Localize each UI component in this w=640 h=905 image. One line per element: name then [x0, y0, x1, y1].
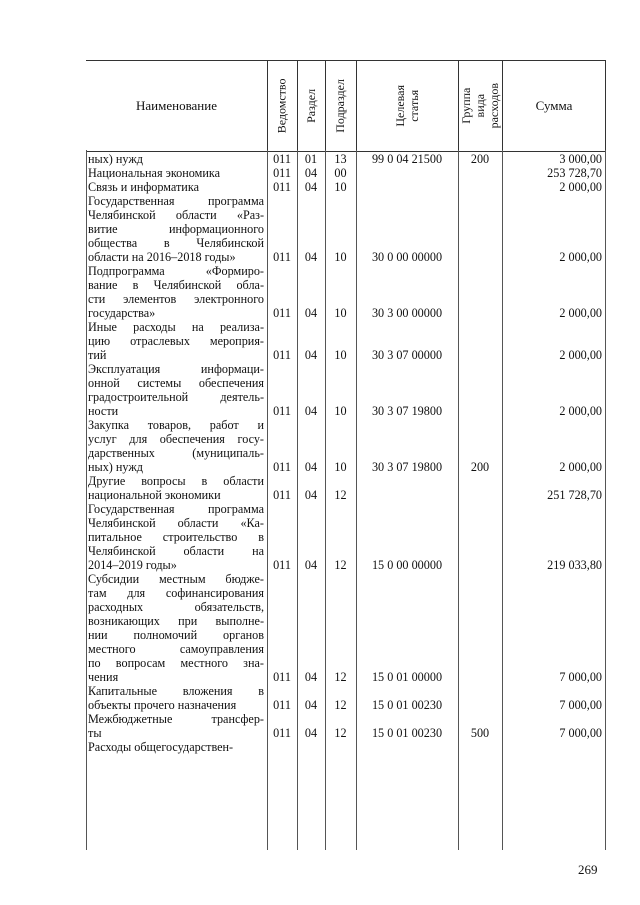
table-row: [86, 152, 606, 166]
row-name: [88, 180, 264, 194]
row-name: [88, 502, 264, 572]
row-name: [88, 572, 264, 684]
divider-cel: [356, 150, 357, 850]
row-name-line: Эксплуатация информаци-: [88, 362, 264, 376]
cell-podr: 10: [334, 250, 347, 264]
header-name: [86, 61, 267, 151]
cell-razd: 04: [304, 250, 318, 264]
header-section: [297, 61, 325, 151]
cell-cel: 30 0 00 00000: [371, 250, 443, 264]
header-subsection: [325, 61, 356, 151]
header-sum: [502, 61, 606, 151]
cell-cel: 30 3 07 19800: [371, 460, 443, 474]
cell-ved: 011: [273, 488, 291, 502]
row-name-line: по вопросам местного зна-: [88, 656, 264, 670]
row-name-line: Челябинской области «Раз-: [88, 208, 264, 222]
cell-ved: 011: [273, 670, 291, 684]
row-name-line: Государственная программа: [88, 194, 264, 208]
row-name-line: Связь и информатика: [88, 180, 199, 194]
table-row: [86, 418, 606, 474]
row-name-line: вание в Челябинской обла-: [88, 278, 264, 292]
cell-sum: 7 000,00: [559, 698, 602, 712]
cell-cel: 30 3 07 19800: [371, 404, 443, 418]
cell-sum: 2 000,00: [559, 348, 602, 362]
cell-razd: 04: [304, 180, 318, 194]
cell-grp: 200: [470, 460, 490, 474]
row-name-line: Закупка товаров, работ и: [88, 418, 264, 432]
divider-ved: [267, 150, 268, 850]
table-row: [86, 362, 606, 418]
row-name-line: онной системы обеспечения: [88, 376, 264, 390]
cell-razd: 04: [304, 306, 318, 320]
cell-podr: 10: [334, 348, 347, 362]
cell-ved: 011: [273, 460, 291, 474]
cell-razd: 04: [304, 698, 318, 712]
border-left: [86, 150, 87, 850]
cell-sum: 2 000,00: [559, 404, 602, 418]
cell-ved: 011: [273, 152, 291, 166]
cell-sum: 2 000,00: [559, 250, 602, 264]
cell-grp: 500: [470, 726, 490, 740]
cell-cel: 15 0 01 00230: [371, 698, 443, 712]
table-row: [86, 166, 606, 180]
cell-razd: 04: [304, 460, 318, 474]
budget-table: [86, 60, 606, 754]
cell-sum: 3 000,00: [559, 152, 602, 166]
row-name-line: 2014–2019 годы»: [88, 558, 177, 572]
table-row: [86, 572, 606, 684]
row-name-line: чения: [88, 670, 119, 684]
cell-grp: 200: [470, 152, 490, 166]
row-name: [88, 418, 264, 474]
table-row: [86, 712, 606, 740]
cell-sum: 219 033,80: [547, 558, 602, 572]
cell-razd: 04: [304, 348, 318, 362]
cell-ved: 011: [273, 180, 291, 194]
row-name-line: возникающих при выполне-: [88, 614, 264, 628]
table-row: [86, 264, 606, 320]
cell-cel: 15 0 00 00000: [371, 558, 443, 572]
row-name: [88, 474, 264, 502]
page-number: 269: [578, 862, 598, 877]
table-body: [86, 152, 606, 754]
table-row: [86, 180, 606, 194]
row-name-line: Другие вопросы в области: [88, 474, 264, 488]
row-name-line: местного самоуправления: [88, 642, 264, 656]
row-name-line: Подпрограмма «Формиро-: [88, 264, 264, 278]
cell-podr: 12: [334, 488, 347, 502]
cell-cel: 15 0 01 00000: [371, 670, 443, 684]
cell-podr: 10: [334, 306, 347, 320]
cell-cel: 15 0 01 00230: [371, 726, 443, 740]
header-subsection-label: Подраздел: [333, 79, 348, 133]
row-name: [88, 684, 264, 712]
row-name: [88, 740, 264, 754]
row-name-line: Челябинской области «Ка-: [88, 516, 264, 530]
cell-sum: 253 728,70: [547, 166, 602, 180]
row-name-line: витие информационного: [88, 222, 264, 236]
cell-sum: 2 000,00: [559, 180, 602, 194]
table-row: [86, 684, 606, 712]
cell-ved: 011: [273, 558, 291, 572]
cell-podr: 13: [334, 152, 347, 166]
row-name-line: градостроительной деятель-: [88, 390, 264, 404]
cell-cel: 99 0 04 21500: [371, 152, 443, 166]
row-name: [88, 712, 264, 740]
row-name-line: Межбюджетные трансфер-: [88, 712, 264, 726]
cell-podr: 12: [334, 726, 347, 740]
cell-sum: 7 000,00: [559, 726, 602, 740]
row-name: [88, 166, 264, 180]
divider-podr: [325, 150, 326, 850]
cell-sum: 2 000,00: [559, 460, 602, 474]
row-name-line: государства»: [88, 306, 156, 320]
cell-sum: 7 000,00: [559, 670, 602, 684]
row-name-line: расходных обязательств,: [88, 600, 264, 614]
table-row: [86, 320, 606, 362]
row-name-line: национальной экономики: [88, 488, 221, 502]
divider-grp: [458, 150, 459, 850]
cell-podr: 12: [334, 670, 347, 684]
divider-razd: [297, 150, 298, 850]
cell-razd: 01: [304, 152, 318, 166]
row-name-line: Иные расходы на реализа-: [88, 320, 264, 334]
cell-sum: 251 728,70: [547, 488, 602, 502]
row-name-line: нии полномочий органов: [88, 628, 264, 642]
row-name-line: Капитальные вложения в: [88, 684, 264, 698]
row-name-line: услуг для обеспечения госу-: [88, 432, 264, 446]
cell-cel: 30 3 07 00000: [371, 348, 443, 362]
row-name: [88, 362, 264, 418]
header-section-label: Раздел: [303, 89, 318, 123]
header-department: [267, 61, 297, 151]
header-target-label: Целевая статья: [392, 85, 421, 127]
row-name-line: ных) нужд: [88, 460, 143, 474]
row-name-line: области на 2016–2018 годы»: [88, 250, 236, 264]
table-header: [86, 60, 606, 152]
cell-razd: 04: [304, 488, 318, 502]
cell-razd: 04: [304, 670, 318, 684]
cell-ved: 011: [273, 698, 291, 712]
cell-razd: 04: [304, 726, 318, 740]
row-name-line: цию отраслевых мероприя-: [88, 334, 264, 348]
cell-podr: 12: [334, 558, 347, 572]
row-name-line: Челябинской области на: [88, 544, 264, 558]
cell-ved: 011: [273, 348, 291, 362]
header-target: [356, 61, 458, 151]
header-exp-group: [458, 61, 502, 151]
row-name: [88, 194, 264, 264]
table-row: [86, 502, 606, 572]
row-name-line: объекты прочего назначения: [88, 698, 237, 712]
row-name-line: Государственная программа: [88, 502, 264, 516]
cell-razd: 04: [304, 166, 318, 180]
header-exp-group-label: Группа вида расходов: [458, 83, 501, 129]
row-name-line: дарственных (муниципаль-: [88, 446, 264, 460]
header-department-label: Ведомство: [274, 78, 289, 134]
table-row: [86, 474, 606, 502]
row-name-line: ты: [88, 726, 102, 740]
row-name: [88, 152, 264, 166]
table-row: [86, 194, 606, 264]
cell-ved: 011: [273, 250, 291, 264]
row-name-line: сти элементов электронного: [88, 292, 264, 306]
cell-podr: 10: [334, 460, 347, 474]
header-name-label: Наименование: [136, 98, 217, 113]
row-name-line: общества в Челябинской: [88, 236, 264, 250]
row-name-line: ных) нужд: [88, 152, 143, 166]
divider-sum: [502, 150, 503, 850]
row-name-line: Национальная экономика: [88, 166, 221, 180]
cell-ved: 011: [273, 166, 291, 180]
cell-podr: 10: [334, 180, 347, 194]
row-name-line: питальное строительство в: [88, 530, 264, 544]
cell-ved: 011: [273, 306, 291, 320]
row-name-line: Расходы общегосударствен-: [88, 740, 234, 754]
row-name: [88, 264, 264, 320]
table-row: [86, 740, 606, 754]
border-right: [605, 150, 606, 850]
row-name-line: там для софинансирования: [88, 586, 264, 600]
cell-razd: 04: [304, 404, 318, 418]
row-name: [88, 320, 264, 362]
cell-ved: 011: [273, 726, 291, 740]
row-name-line: ности: [88, 404, 119, 418]
header-sum-label: Сумма: [535, 98, 573, 113]
cell-razd: 04: [304, 558, 318, 572]
cell-podr: 00: [334, 166, 347, 180]
cell-podr: 12: [334, 698, 347, 712]
cell-ved: 011: [273, 404, 291, 418]
row-name-line: тий: [88, 348, 107, 362]
cell-cel: 30 3 00 00000: [371, 306, 443, 320]
cell-podr: 10: [334, 404, 347, 418]
cell-sum: 2 000,00: [559, 306, 602, 320]
row-name-line: Субсидии местным бюдже-: [88, 572, 264, 586]
